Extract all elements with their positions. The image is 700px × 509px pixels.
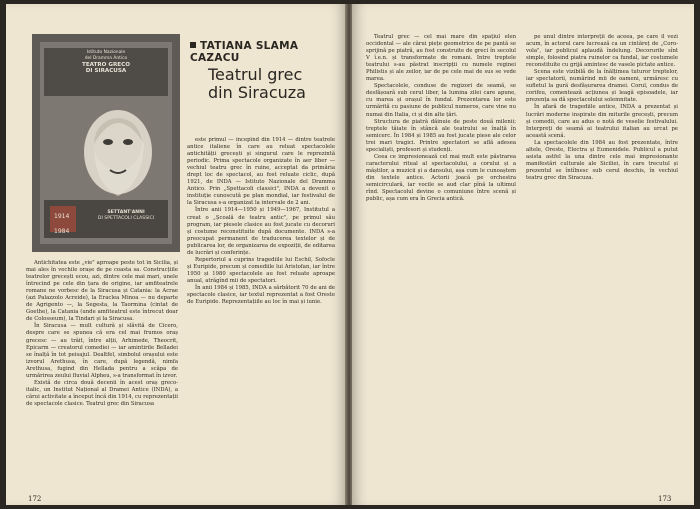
left-column-b: este primul — începînd din 1914 — dintre teatrele antice italiene în care au reluat spectacolele antichității grecești și singurul care le reprezintă periodic. Prima spectacole organizate în aer liber — vechiul teatru grec în ruine, acceptat da primăria drept loc de spectacol, au fost reluate ciclic, după 1921, de INDA — Istituto Nazionale del Dramma Antico. Prin „Spettacoli classici", INDA a devenit o instituție cunoscută pe plan mondial, iar festivalul de la Siracusa s-a organizat la intervale de 2 ani. Între anii 1914—1950 și 1949—1967, Institutul a creat o „Școală de teatru antic", pe primul său program, iar piesele clasice au fost jucate cu decoruri și costume reconstituite după documente. INDA s-a preocupat permanent de traducerea textelor și de publicarea lor, de organizarea de expoziții, de editarea de lucrări și conferințe. Repertoriul a cuprins tragediile lui Eschil, Sofocle și Euripide, precum și comediile lui Aristofan, iar între 1950 și 1980 spectacolele au fost reluate aproape anual, atrăgînd mii de spectatori. În anii 1984 și 1985, INDA a sărbătorit 70 de ani de spectacole clasice, iar textul reprezentat a fost Oreste de Euripide. Reprezentațiile au loc în mai și iunie. [187,137,335,306]
poster-year-start: 1914 [54,213,70,220]
poster-photo [32,34,180,252]
page-number-left: 172 [28,495,42,503]
left-column-a: Antichitatea este „vie" aproape peste tot în Sicilia, și mai ales în vechile orașe de pe coasta sa. Construcțiile teatrelor grecești ecou, azi, dintre cele mai mari, unele întrecind pe cele din țara de origine, iar amfiteatrele romane ne vorbesc de la Siracusa și Catania: la Acrae (azi Palazzolo Acreide), la Eraclea Minoa — nu departe de Agrigento —, la Segesta, la Taormina (cintat de Goethe), la Catania (unde amfiteatrul este întrecut doar de Colosseum), la Tindari și la Siracusa. În Siracusa — mult cultură și slăvită de Cicero, despre care se spunea că era cel mai frumos oraș grecesc — au trăit, între alții, Arhimede, Theocrit, Epicarm — creatorul comediei — iar amintirile Belladei se înalță în tot peisajul. Dealtfel, simbolul orașului este izvorul Arethusa, în care, după legendă, nimfa Arethusa, fugind din Hellada pentru a scăpa de urmărirea zeului fluvial Alpheu, s-a transformat în izvor. Există de circa două decenii în acest oraș greco-italic, un Institut Național al Dramei Antice (INDA), a cărui activitate a început încă din 1914, cu reprezentații de spectacole clasice. Teatrul grec din Siracusa [26,260,178,407]
poster-bottom-text: SETTANT'ANNI DI SPETTACOLI CLASSICI [97,210,155,222]
bullet-square-icon [190,42,196,48]
article-title: Teatrul grec din Siracuza [208,65,306,102]
poster-year-end: 1984 [54,228,70,235]
author-name: TATIANA SLAMA CAZACU [190,40,299,64]
right-column-a: Teatrul grec — cel mai mare din spațiul elen occidental — ale cărui piețe geometrice de pe pantă se sprijină pe piatră, au fost construite de greci în secolul V î.e.n. și transformate de romani. Intre treptele teatrului s-au păstrat inscripții cu numele reginei Philistis și ale zeilor, iar de pe cele mai de sus se vede marea. Spectacolele, conduse de regizori de seamă, se desfășoară sub cerul liber, la lumina zilei care apune, cu marea și orașul în fundal. Prezentarea lor este urmărită cu pasiune de publicul numeros, care vine nu numai din Italia, ci și din alte țări. Structura de piatră dăinuie de peste două milenii; treptele tăiate în stâncă ale teatrului se înalță în semicerc. În 1984 și 1985 au fost jucate piese ale celor trei mari tragici. Printre spectatori se află adesea specialiști, profesori și studenți. Ceea ce impresionează cel mai mult este păstrarea caracterului ritual al spectacolului, a corului și a măștilor, a muzicii și a dansului, așa cum le cunoaștem din textele antice. Actorii joacă pe orchestra semicirculară, iar vocile se aud clar pînă la ultimul rînd. Spectacolul devine o comuniune între scenă și public, așa cum era în Grecia antică. [366,34,516,203]
left-page [6,4,346,505]
poster-top-text: Istituto Nazionale del Dramma Antico TEATRO GRECO DI SIRACUSA [82,50,130,74]
right-column-b: pe unul dintre interpreții de aceea, pe care îl vezi acum, în actorul care lucrează ca un cintăreț de „Coro-vola", iar publicul aplaudă îndelung. Decorurile sînt simple, folosind piatra ruinelor ca fundal, iar costumele reconstituite cu grijă amintesc de vasele pictate antice. Scena este vizibilă de la înălțimea tuturor treptelor, iar spectatorii, numărind mii de oameni, urmăresc cu sufletul la gură desfășurarea dramei. Corul, condus de corifeu, comentează acțiunea și leagă episoadele, iar prezența sa dă spectacolului solemnitate. În afară de tragediile antice, INDA a prezentat și lucrări moderne inspirate din miturile grecești, precum și comedii, care au adus o notă de veselie festivalului. Interpreți de seamă ai teatrului italian au urcat pe această scenă. La spectacolele din 1984 au fost prezentate, între altele, Oreste, Electra și Eumenidele. Publicul a putut asista astfel la una dintre cele mai impresionante manifestări culturale ale Siciliei, în care trecutul și prezentul se întîlnesc sub cerul deschis, în vechiul teatru grec din Siracuza. [526,34,678,181]
page-number-right: 173 [658,495,672,503]
right-page [352,4,694,505]
